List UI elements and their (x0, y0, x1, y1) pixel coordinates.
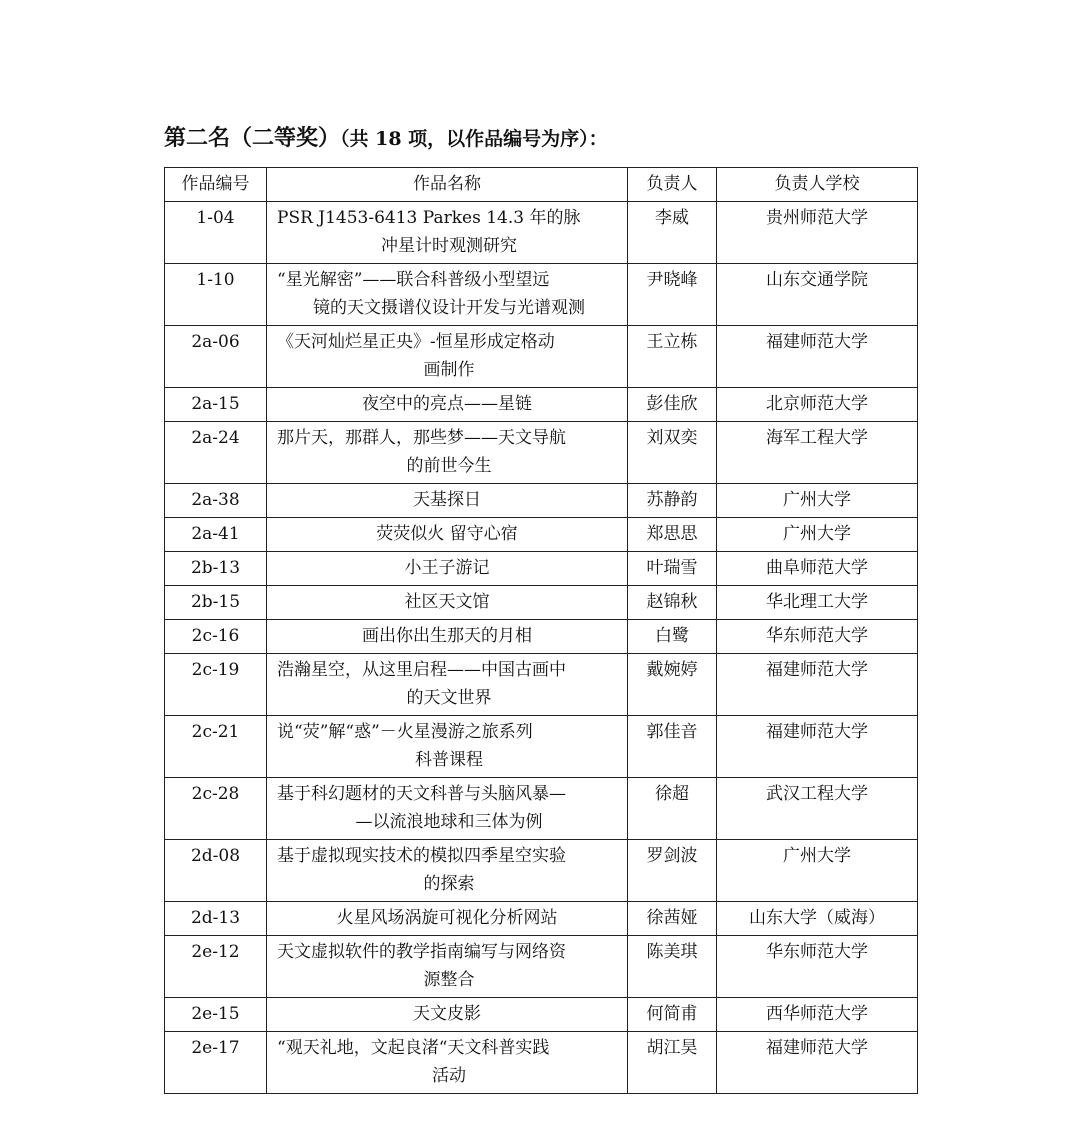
title-line: 基于科幻题材的天文科普与头脑风暴— (277, 784, 566, 804)
cell-lead-person: 陈美琪 (628, 936, 717, 998)
cell-school: 海军工程大学 (717, 422, 918, 484)
cell-entry-title (267, 518, 628, 552)
table-row (165, 518, 918, 552)
table-row (165, 586, 918, 620)
heading-award-level: 第二名（二等奖） (164, 125, 341, 151)
title-line: 说“荧”解“惑”－火星漫游之旅系列 (277, 722, 533, 742)
title-line: 那片天，那群人，那些梦——天文导航 (277, 428, 566, 448)
cell-entry-id: 2c-21 (165, 716, 267, 778)
title-line: “星光解密”——联合科普级小型望远 (277, 270, 550, 290)
cell-lead-person: 徐茜娅 (628, 902, 717, 936)
title-line: PSR J1453-6413 Parkes 14.3 年的脉 (277, 208, 581, 228)
title-line: 小王子游记 (404, 558, 490, 578)
header-title: 作品名称 (267, 168, 628, 202)
cell-lead-person: 刘双奕 (628, 422, 717, 484)
table-body (165, 202, 918, 1094)
cell-entry-id: 2a-38 (165, 484, 267, 518)
cell-school: 武汉工程大学 (717, 778, 918, 840)
title-line: 源整合 (423, 970, 475, 990)
title-line: —以流浪地球和三体为例 (355, 812, 543, 832)
table-row (165, 840, 918, 902)
cell-lead-person: 叶瑞雪 (628, 552, 717, 586)
cell-school: 贵州师范大学 (717, 202, 918, 264)
cell-lead-person: 彭佳欣 (628, 388, 717, 422)
cell-school: 福建师范大学 (717, 716, 918, 778)
cell-entry-id: 2d-08 (165, 840, 267, 902)
header-id: 作品编号 (165, 168, 267, 202)
cell-entry-title (267, 422, 628, 484)
cell-entry-id: 2a-15 (165, 388, 267, 422)
table-row (165, 654, 918, 716)
cell-entry-id: 2c-19 (165, 654, 267, 716)
title-line: 冲星计时观测研究 (381, 236, 517, 256)
table-row (165, 1032, 918, 1094)
cell-entry-id: 2a-06 (165, 326, 267, 388)
cell-entry-title (267, 902, 628, 936)
table-row (165, 552, 918, 586)
section-heading (164, 120, 944, 157)
cell-entry-title (267, 1032, 628, 1094)
title-line: 画制作 (423, 360, 475, 380)
table-row (165, 422, 918, 484)
cell-school: 广州大学 (717, 484, 918, 518)
cell-entry-id: 1-04 (165, 202, 267, 264)
cell-entry-id: 1-10 (165, 264, 267, 326)
cell-lead-person: 白鹭 (628, 620, 717, 654)
cell-lead-person: 郑思思 (628, 518, 717, 552)
table-row (165, 264, 918, 326)
cell-lead-person: 何简甫 (628, 998, 717, 1032)
cell-school: 福建师范大学 (717, 654, 918, 716)
cell-lead-person: 赵锦秋 (628, 586, 717, 620)
table-row (165, 998, 918, 1032)
cell-entry-title (267, 716, 628, 778)
table-row (165, 484, 918, 518)
title-line: 火星风场涡旋可视化分析网站 (336, 908, 558, 928)
cell-entry-id: 2e-12 (165, 936, 267, 998)
table-row (165, 778, 918, 840)
cell-lead-person: 尹晓峰 (628, 264, 717, 326)
cell-school: 西华师范大学 (717, 998, 918, 1032)
cell-lead-person: 郭佳音 (628, 716, 717, 778)
title-line: 浩瀚星空，从这里启程——中国古画中 (277, 660, 566, 680)
table-row (165, 620, 918, 654)
cell-entry-id: 2a-24 (165, 422, 267, 484)
cell-lead-person: 徐超 (628, 778, 717, 840)
cell-entry-title (267, 264, 628, 326)
cell-school: 福建师范大学 (717, 1032, 918, 1094)
cell-entry-title (267, 326, 628, 388)
title-line: 社区天文馆 (404, 592, 490, 612)
title-line: 科普课程 (415, 750, 483, 770)
cell-lead-person: 王立栋 (628, 326, 717, 388)
title-line: 夜空中的亮点——星链 (362, 394, 532, 414)
cell-entry-title (267, 840, 628, 902)
title-line: 画出你出生那天的月相 (362, 626, 532, 646)
title-line: “观天礼地，文起良渚“天文科普实践 (277, 1038, 550, 1058)
title-line: 天文虚拟软件的教学指南编写与网络资 (277, 942, 566, 962)
cell-entry-title (267, 586, 628, 620)
cell-school: 曲阜师范大学 (717, 552, 918, 586)
title-line: 基于虚拟现实技术的模拟四季星空实验 (277, 846, 566, 866)
cell-school: 北京师范大学 (717, 388, 918, 422)
table-row (165, 326, 918, 388)
title-line: 的天文世界 (406, 688, 492, 708)
cell-entry-title (267, 202, 628, 264)
cell-entry-id: 2d-13 (165, 902, 267, 936)
header-lead: 负责人 (628, 168, 717, 202)
cell-entry-id: 2e-15 (165, 998, 267, 1032)
awards-table (164, 167, 918, 1094)
table-header-row (165, 168, 918, 202)
cell-lead-person: 李威 (628, 202, 717, 264)
cell-lead-person: 戴婉婷 (628, 654, 717, 716)
title-line: 天基探日 (413, 490, 481, 510)
title-line: 《天河灿烂星正央》-恒星形成定格动 (277, 332, 555, 352)
cell-school: 华东师范大学 (717, 936, 918, 998)
table-row (165, 202, 918, 264)
cell-entry-id: 2b-13 (165, 552, 267, 586)
title-line: 镜的天文摄谱仪设计开发与光谱观测 (313, 298, 585, 318)
cell-lead-person: 胡江昊 (628, 1032, 717, 1094)
cell-entry-id: 2b-15 (165, 586, 267, 620)
cell-entry-title (267, 778, 628, 840)
heading-note: （共 18 项，以作品编号为序）： (340, 128, 608, 150)
table-row (165, 902, 918, 936)
cell-school: 华东师范大学 (717, 620, 918, 654)
title-line: 天文皮影 (413, 1004, 481, 1024)
title-line: 的前世今生 (406, 456, 492, 476)
cell-school: 广州大学 (717, 840, 918, 902)
title-line: 荧荧似火 留守心宿 (376, 524, 518, 544)
cell-entry-title (267, 998, 628, 1032)
cell-school: 广州大学 (717, 518, 918, 552)
cell-lead-person: 罗剑波 (628, 840, 717, 902)
cell-entry-title (267, 552, 628, 586)
cell-entry-id: 2a-41 (165, 518, 267, 552)
title-line: 活动 (432, 1066, 466, 1086)
cell-entry-id: 2e-17 (165, 1032, 267, 1094)
cell-entry-title (267, 484, 628, 518)
title-line: 的探索 (423, 874, 475, 894)
table-row (165, 936, 918, 998)
cell-entry-id: 2c-28 (165, 778, 267, 840)
cell-entry-title (267, 620, 628, 654)
cell-school: 福建师范大学 (717, 326, 918, 388)
cell-entry-title (267, 388, 628, 422)
cell-entry-title (267, 654, 628, 716)
cell-entry-title (267, 936, 628, 998)
table-row (165, 716, 918, 778)
cell-lead-person: 苏静韵 (628, 484, 717, 518)
table-row (165, 388, 918, 422)
header-school: 负责人学校 (717, 168, 918, 202)
cell-entry-id: 2c-16 (165, 620, 267, 654)
cell-school: 山东大学（威海） (717, 902, 918, 936)
cell-school: 山东交通学院 (717, 264, 918, 326)
cell-school: 华北理工大学 (717, 586, 918, 620)
